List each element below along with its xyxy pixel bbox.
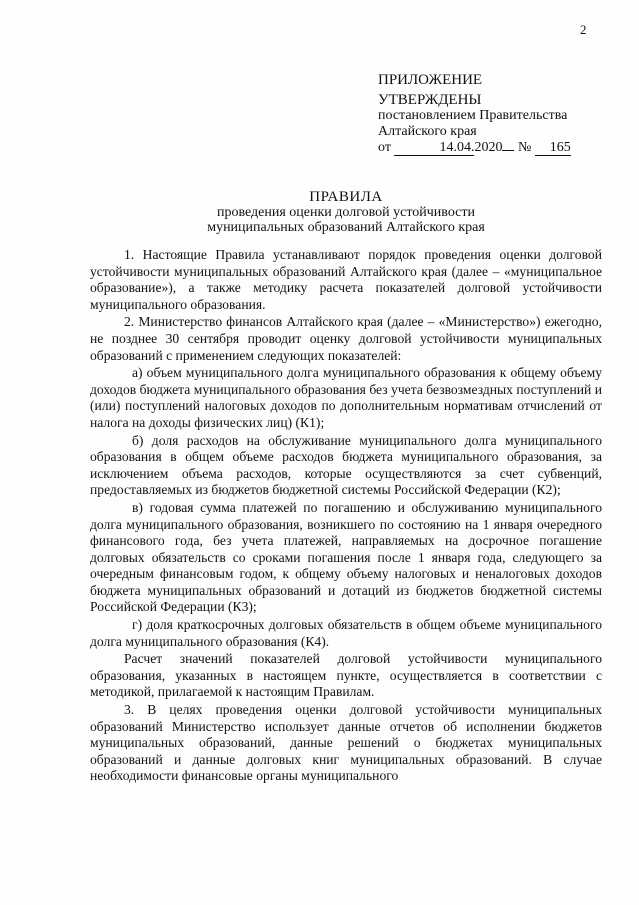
resolution-line-1: постановлением Правительства <box>378 108 568 123</box>
approval-stamp <box>378 72 628 156</box>
date-line <box>378 140 628 156</box>
paragraph-2a: а) объем муниципального долга муниципального образования к общему объему доходов бюджета муниципального образования без учета безвозмездных поступлений и (или) поступлений налоговых доходов по дополнительным нормативам отчислений от налога на доходы физических лиц) (К1); <box>90 365 602 430</box>
document-title-block <box>90 190 602 235</box>
number-sign: № <box>517 140 532 155</box>
date-value: 14.04. <box>394 141 474 156</box>
page-number: 2 <box>580 22 587 37</box>
document-subtitle-line-2: муниципальных образований Алтайского края <box>207 220 485 235</box>
paragraph-2-note: Расчет значений показателей долговой устойчивости муниципального образования, указанных в настоящем пункте, осуществляется в соответствии с методикой, прилагаемой к настоящим Правилам. <box>90 651 602 700</box>
number-value: 165 <box>535 141 571 156</box>
date-underline <box>502 150 514 151</box>
document-subtitle-line-1: проведения оценки долговой устойчивости <box>217 205 475 220</box>
paragraph-3: 3. В целях проведения оценки долговой устойчивости муниципальных образований Министерство использует данные отчетов об исполнении бюджетов муниципальных образований, данные решений о бюджетах муниципальных образований и данные долговых книг муниципальных образований. В случае необходимости финансовые органы муниципального <box>90 702 602 784</box>
date-prefix: от <box>378 140 391 155</box>
resolution-line-2: Алтайского края <box>378 124 477 139</box>
appendix-label: ПРИЛОЖЕНИЕ <box>378 72 483 88</box>
paragraph-2c: в) годовая сумма платежей по погашению и обслуживанию муниципального долга муниципального образования, возникшего по состоянию на 1 января очередного финансового года, без учета платежей, направляемых на досрочное погашение долговых обязательств со сроками погашения после 1 января года, следующего за очередным финансовым годом, к общему объему налоговых и неналоговых доходов бюджета муниципальных образований и дотаций из бюджетов бюджетной системы Российской Федерации (К3); <box>90 499 602 615</box>
document-title: ПРАВИЛА <box>309 189 383 205</box>
approved-label: УТВЕРЖДЕНЫ <box>378 92 482 108</box>
paragraph-2b: б) доля расходов на обслуживание муниципального долга муниципального образования в общем объеме расходов бюджета муниципального образования, за исключением объема расходов, которые осуществляются за счет субвенций, предоставляемых из бюджетов бюджетной системы Российской Федерации (К2); <box>90 432 602 498</box>
paragraph-2d: г) доля краткосрочных долговых обязательств в общем объеме муниципального долга муниципального образования (К4). <box>90 617 602 649</box>
date-year: 2020 <box>474 140 503 155</box>
paragraph-2: 2. Министерство финансов Алтайского края (далее – «Министерство») ежегодно, не позднее 30 сентября проводит оценку долговой устойчивости муниципальных образований с применением следующих показателей: <box>90 314 602 363</box>
document-body <box>90 247 602 785</box>
paragraph-1: 1. Настоящие Правила устанавливают порядок проведения оценки долговой устойчивости муниципальных образований Алтайского края (далее – «муниципальное образование»), а также методику расчета показателей долговой устойчивости муниципального образования. <box>90 247 602 312</box>
